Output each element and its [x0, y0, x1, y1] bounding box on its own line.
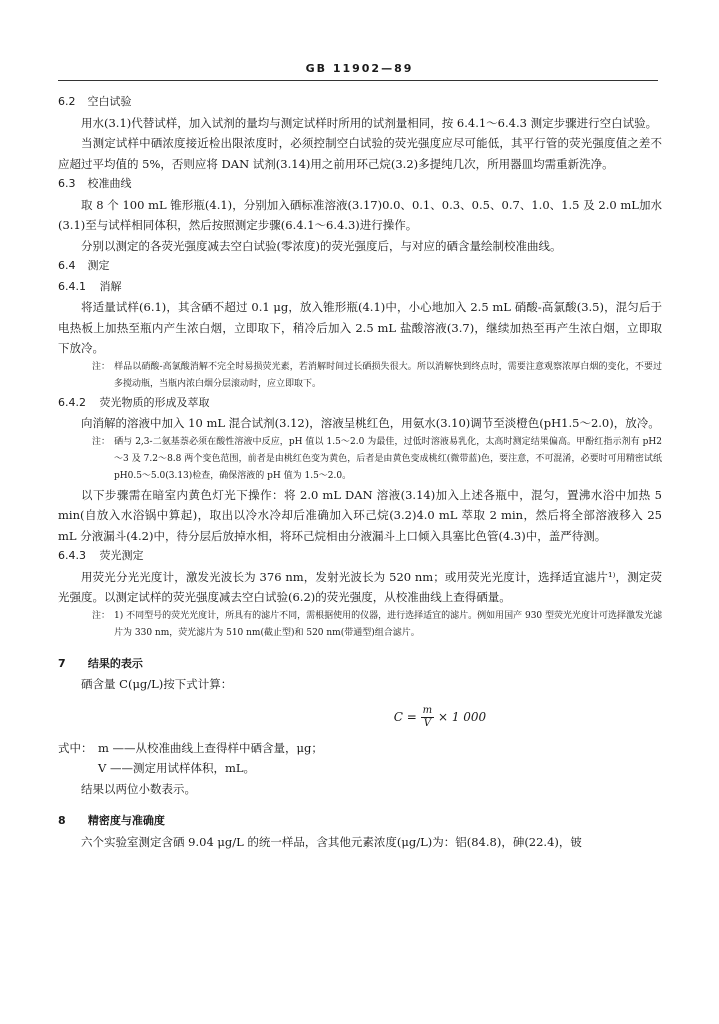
- heading-6-4: [58, 256, 662, 277]
- note: [58, 359, 662, 393]
- paragraph: 用水(3.1)代替试样，加入试剂的量均与测定试样时所用的试剂量相同，按 6.4.1～6.4.3 测定步骤进行空白试验。: [81, 115, 658, 130]
- section-number: 6.4.3: [58, 549, 86, 562]
- page-header: GB 11902—89: [305, 62, 414, 75]
- paragraph: 当测定试样中硒浓度接近检出限浓度时，必须控制空白试验的荧光强度应尽可能低，其平行管的荧光强度值之差不应超过平均值的 5%，否则应将 DAN 试剂(3.14)用之前用环己烷(3.2)多提纯几次，所用器皿均需重新洗净。: [58, 136, 662, 171]
- heading-6-3: [58, 174, 662, 195]
- paragraph: 硒含量 C(μg/L)按下式计算：: [81, 677, 233, 691]
- section-title: 荧光物质的形成及萃取: [99, 395, 210, 409]
- section-title: 空白试验: [87, 95, 132, 108]
- note-label: 注：: [92, 436, 111, 447]
- note-label: 注：: [92, 361, 111, 372]
- paragraph: 以下步骤需在暗室内黄色灯光下操作：将 2.0 mL DAN 溶液(3.14)加入上述各瓶中，混匀，置沸水浴中加热 5 min(自放入水浴锅中算起)，取出以冷水冷却后准确加入环己烷(3.2)4.0 mL 萃取 2 min，然后将全部溶液移入 25 mL 分液漏斗(4.2)中，待分层后放掉水相，将环己烷相由分液漏斗上口倾入具塞比色管(4.3)中，盖严待测。: [58, 487, 662, 543]
- heading-6-4-2: [58, 393, 662, 414]
- heading-8: [58, 811, 662, 832]
- section-number: 6.4.1: [58, 279, 86, 293]
- note-text: 样品以硝酸-高氯酸消解不完全时易损荧光素，若消解时间过长硒损失很大。所以消解快到终点时，需要注意观察浓厚白烟的变化，不要过多搅动瓶，当瓶内浓白烟分层滚动时，应立即取下。: [114, 361, 662, 389]
- section-number: 8: [58, 814, 66, 827]
- header-rule: [58, 80, 658, 81]
- note: [58, 434, 662, 485]
- section-title: 校准曲线: [87, 177, 132, 190]
- paragraph: 用荧光分光光度计，激发光波长为 376 nm，发射光波长为 520 nm；或用荧光光度计，选择适宜滤片¹⁾，测定荧光强度。以测定试样的荧光强度减去空白试验(6.2)的荧光强度，从校准曲线上查得硒量。: [58, 569, 662, 604]
- section-number: 7: [58, 656, 66, 670]
- section-number: 6.4.2: [58, 395, 86, 409]
- where-label: 式中：: [58, 740, 93, 755]
- section-number: 6.3: [58, 177, 76, 190]
- variable-m: m ——从校准曲线上查得样中硒含量，μg；: [98, 740, 323, 755]
- heading-7: [58, 654, 662, 675]
- section-title: 精密度与准确度: [87, 814, 165, 827]
- paragraph: 分别以测定的各荧光强度减去空白试验(零浓度)的荧光强度后，与对应的硒含量绘制校准曲线。: [81, 238, 562, 253]
- variable-definition: V ——测定用试样体积，mL。: [98, 761, 256, 775]
- fraction: [421, 705, 434, 730]
- section-title: 测定: [87, 259, 110, 272]
- paragraph: 取 8 个 100 mL 锥形瓶(4.1)，分别加入硒标准溶液(3.17)0.0、0.1、0.3、0.5、0.7、1.0、1.5 及 2.0 mL加水(3.1)至与试样相同体积，然后按照测定步骤(6.4.1～6.4.3)进行操作。: [58, 197, 662, 232]
- section-title: 消解: [99, 279, 122, 293]
- section-number: 6.2: [58, 95, 76, 108]
- heading-6-4-3: [58, 546, 662, 567]
- section-title: 荧光测定: [99, 549, 144, 562]
- variable-definition: [58, 738, 662, 759]
- paragraph: 向消解的溶液中加入 10 mL 混合试剂(3.12)，溶液呈桃红色，用氨水(3.10)调节至淡橙色(pH1.5～2.0)，放冷。: [81, 416, 660, 430]
- spacer: [58, 799, 662, 805]
- section-title: 结果的表示: [87, 656, 143, 670]
- paragraph: 六个实验室测定含硒 9.04 μg/L 的统一样品，含其他元素浓度(μg/L)为：铝(84.8)，砷(22.4)，铍: [81, 834, 582, 849]
- paragraph: 将适量试样(6.1)，其含硒不超过 0.1 μg，放入锥形瓶(4.1)中，小心地加入 2.5 mL 硝酸-高氯酸(3.5)，混匀后于电热板上加热至瓶内产生浓白烟，立即取下，稍冷后加入 2.5 mL 盐酸溶液(3.7)，继续加热至再产生浓白烟，立即取下放冷。: [58, 300, 662, 355]
- spacer: [58, 642, 662, 648]
- formula-rhs: × 1 000: [437, 709, 487, 724]
- note-label: 注：: [92, 610, 111, 621]
- footnote: [58, 608, 662, 642]
- heading-6-4-1: [58, 277, 662, 298]
- fraction-numerator: m: [422, 704, 433, 716]
- paragraph: 结果以两位小数表示。: [81, 781, 196, 796]
- fraction-denominator: V: [423, 717, 432, 729]
- formula: [58, 705, 662, 730]
- heading-6-2: [58, 92, 662, 113]
- document-body: [58, 92, 662, 852]
- note-text: 硒与 2,3-二氨基萘必须在酸性溶液中反应，pH 值以 1.5～2.0 为最佳，过低时溶液易乳化，太高时测定结果偏高。甲酚红指示剂有 pH2～3 及 7.2～8.8 两个变色范围，前者是由桃红色变为黄色，后者是由黄色变成桃红(微带蓝)色，要注意，不可混淆，必要时可用精密试纸 pH0.5～5.0(3.13)检查，确保溶液的 pH 值为 1.5～2.0。: [114, 436, 662, 481]
- section-number: 6.4: [58, 259, 76, 272]
- note-text: 1) 不同型号的荧光光度计，所具有的滤片不同，需根据使用的仪器，进行选择适宜的滤片。例如用国产 930 型荧光光度计可选择激发光滤片为 330 nm，荧光滤片为 510 nm(截止型)和 520 nm(带通型)组合滤片。: [114, 610, 663, 638]
- formula-lhs: C =: [393, 709, 421, 724]
